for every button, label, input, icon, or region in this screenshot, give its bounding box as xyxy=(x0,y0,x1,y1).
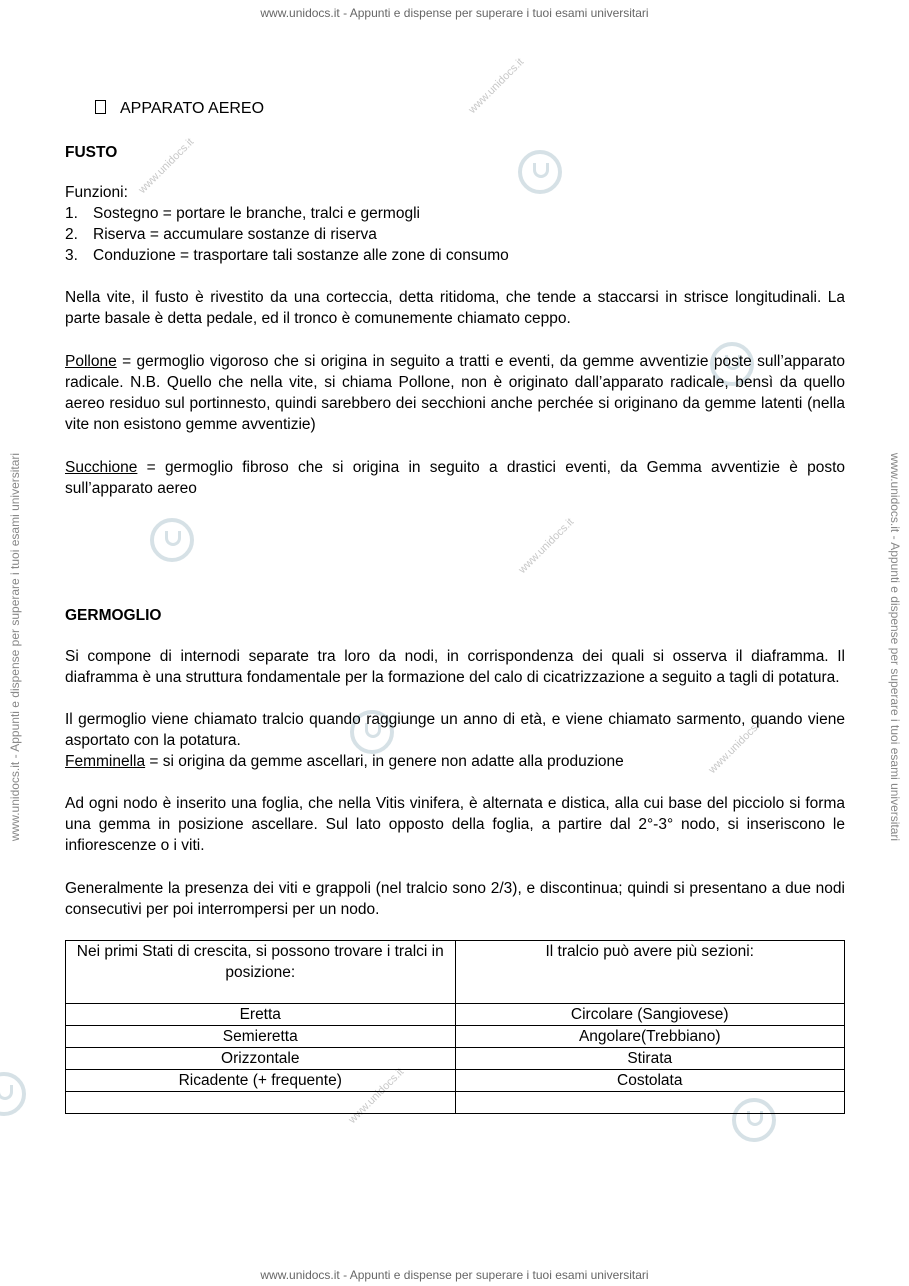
table-row xyxy=(66,1026,845,1048)
table-cell: Ricadente (+ frequente) xyxy=(66,1070,456,1092)
table-cell: Semieretta xyxy=(66,1026,456,1048)
germoglio-paragraph: Il germoglio viene chiamato tralcio quando raggiunge un anno di età, e viene chiamato sarmento, quando viene asportato con la potatura. xyxy=(65,711,845,749)
functions-list xyxy=(65,203,509,266)
germoglio-paragraph: Si compone di internodi separate tra loro da nodi, in corrispondenza dei quali si osserva il diaframma. Il diaframma è una struttura fondamentale per la formazione del calo di cicatrizzazione a seguito a tagli di potatura. xyxy=(65,648,845,686)
succhione-term: Succhione xyxy=(65,459,138,476)
femminella-paragraph: Femminella = si origina da gemme ascellari, in genere non adatte alla produzione xyxy=(65,753,624,770)
table-row xyxy=(66,1004,845,1026)
table-row xyxy=(66,1070,845,1092)
germoglio-heading: GERMOGLIO xyxy=(65,607,162,624)
table-cell: Stirata xyxy=(455,1048,845,1070)
section-title: APPARATO AEREO xyxy=(120,100,265,117)
table-cell xyxy=(66,1092,456,1114)
table-cell: Angolare(Trebbiano) xyxy=(455,1026,845,1048)
fusto-paragraph: Nella vite, il fusto è rivestito da una corteccia, detta ritidoma, che tende a staccarsi in strisce longitudinali. La parte basale è detta pedale, ed il tronco è comunemente chiamato ceppo. xyxy=(65,289,845,327)
watermark-bottom: www.unidocs.it - Appunti e dispense per superare i tuoi esami universitari xyxy=(260,1268,649,1282)
table-cell xyxy=(455,1092,845,1114)
section-heading xyxy=(95,98,264,119)
table-cell: Circolare (Sangiovese) xyxy=(455,1004,845,1026)
table-cell: Eretta xyxy=(66,1004,456,1026)
watermark-diagonal: www.unidocs.it xyxy=(346,1066,407,1126)
table-cell: Costolata xyxy=(455,1070,845,1092)
list-item: 2. Riserva = accumulare sostanze di riserva xyxy=(65,226,377,243)
table-row xyxy=(66,1048,845,1070)
watermark-diagonal: www.unidocs.it xyxy=(136,136,197,196)
watermark-diagonal: www.unidocs.it xyxy=(466,56,527,116)
germoglio-paragraph: Ad ogni nodo è inserito una foglia, che nella Vitis vinifera, è alternata e distica, alla cui base del picciolo si forma una gemma in posizione ascellare. Sul lato opposto della foglia, a partire dal 2°-3° nodo, si inseriscono le infiorescenze o i viti. xyxy=(65,795,845,854)
table-header-cell: Il tralcio può avere più sezioni: xyxy=(455,941,845,1004)
table-header-row xyxy=(66,941,845,1004)
list-item: 3. Conduzione = trasportare tali sostanze alle zone di consumo xyxy=(65,247,509,264)
tralcio-table xyxy=(65,940,845,1114)
fusto-heading: FUSTO xyxy=(65,144,118,161)
pollone-term: Pollone xyxy=(65,353,117,370)
watermark-diagonal: www.unidocs.it xyxy=(516,516,577,576)
fusto-intro: Funzioni: xyxy=(65,184,128,201)
table-cell: Orizzontale xyxy=(66,1048,456,1070)
pollone-paragraph: Pollone = germoglio vigoroso che si origina in seguito a tratti e eventi, da gemme avventizie poste sull’apparato radicale. N.B. Quello che nella vite, si chiama Pollone, non è originato dall’apparato radicale, bensì da quello aereo residuo sul portinnesto, quindi sarebbero dei secchioni anche perchée si originano da gemme latenti (nella vite non esistono gemme avventizie) xyxy=(65,353,845,433)
table-header-cell: Nei primi Stati di crescita, si possono trovare i tralci in posizione: xyxy=(66,941,456,1004)
table-row xyxy=(66,1092,845,1114)
watermark-side-left: www.unidocs.it - Appunti e dispense per superare i tuoi esami universitari xyxy=(8,452,22,842)
watermark-logo-icon xyxy=(0,1072,26,1116)
watermark-side-right: www.unidocs.it - Appunti e dispense per superare i tuoi esami universitari xyxy=(888,452,902,842)
watermark-logo-icon xyxy=(150,518,194,562)
watermark-diagonal: www.unidocs.it xyxy=(706,716,767,776)
femminella-term: Femminella xyxy=(65,753,146,770)
list-item: 1. Sostegno = portare le branche, tralci e germogli xyxy=(65,205,420,222)
germoglio-paragraph: Generalmente la presenza dei viti e grappoli (nel tralcio sono 2/3), e discontinua; quindi si presentano a due nodi consecutivi per poi interrompersi per un nodo. xyxy=(65,880,845,918)
watermark-top: www.unidocs.it - Appunti e dispense per superare i tuoi esami universitari xyxy=(260,6,649,20)
bullet-box-icon xyxy=(95,100,106,114)
succhione-paragraph: Succhione = germoglio fibroso che si origina in seguito a drastici eventi, da Gemma avventizie è posto sull’apparato aereo xyxy=(65,459,845,497)
